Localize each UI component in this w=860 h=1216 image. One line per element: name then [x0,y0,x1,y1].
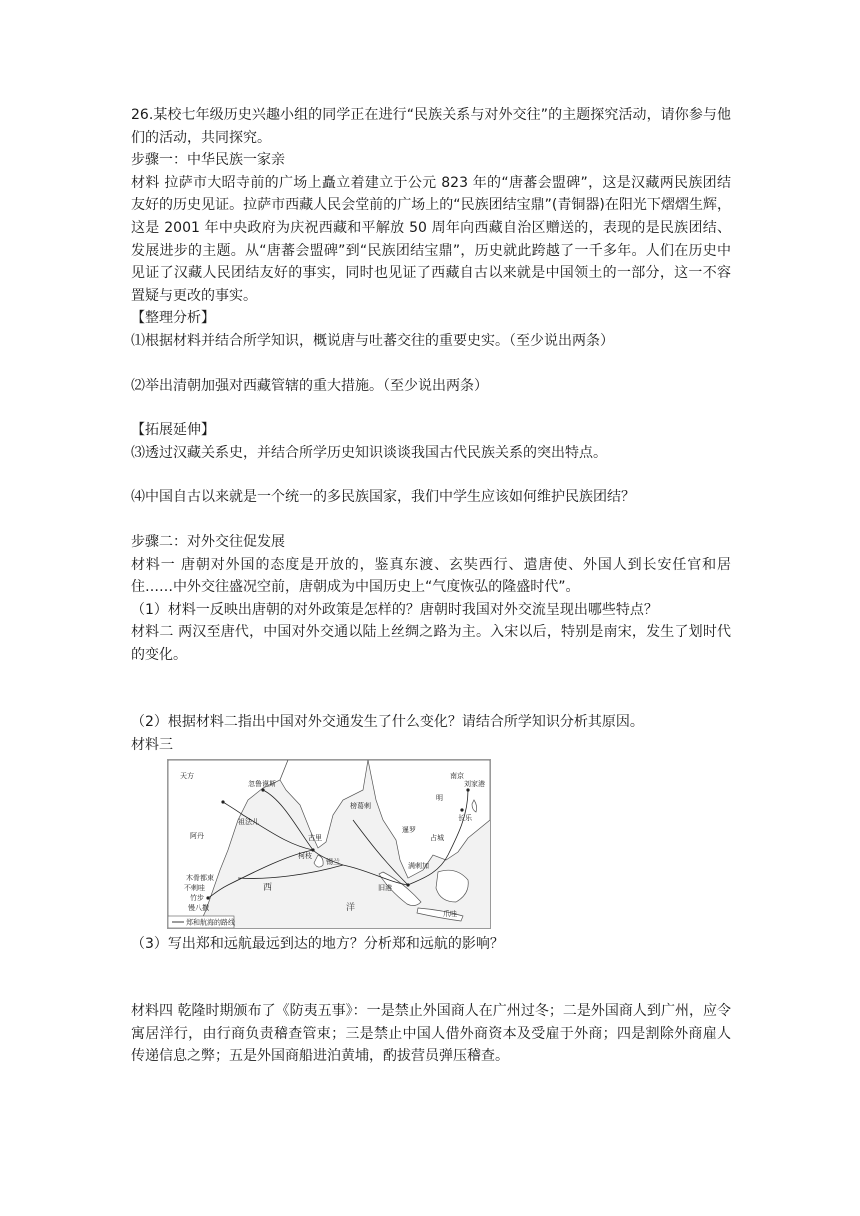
step1-question-3: ⑶透过汉藏关系史，并结合所学历史知识谈谈我国古代民族关系的突出特点。 [131,444,607,461]
label-bengal: 榜葛剌 [350,801,371,810]
step2-title: 步骤二：对外交往促发展 [131,533,285,550]
step1-question-1: ⑴根据材料并结合所学知识，概说唐与吐蕃交往的重要史实。（至少说出两条） [131,332,614,349]
question-intro: 26.某校七年级历史兴趣小组的同学正在进行“民族关系与对外交往”的主题探究活动，请你参与他们的活动，共同探究。 [131,107,731,146]
label-tianfang: 天方 [180,771,194,780]
map-graphic [168,760,490,928]
legend-label: 郑和航海的路线 [186,918,235,927]
label-sea-yang: 洋 [346,902,356,913]
step1-question-4: ⑷中国自古以来就是一个统一的多民族国家，我们中学生应该如何维护民族团结？ [131,489,635,506]
material-3-label: 材料三 [131,737,173,754]
label-aden: 阿丹 [190,831,204,840]
step2-material-4: 材料四 乾隆时期颁布了《防夷五事》：一是禁止外国商人在广州过冬；二是外国商人到广州，应令寓居洋行，由行商负责稽查管束；三是禁止中国人借外商资本及受雇于外商；四是割除外商雇人传递信息之弊；五是外国商船进泊黄埔，酌拔营员弹压稽查。 [131,1003,731,1065]
step1-question-2: ⑵举出清朝加强对西藏管辖的重大措施。（至少说出两条） [131,377,488,394]
step1-title: 步骤一：中华民族一家亲 [131,152,285,169]
label-brava: 不剌哇 [184,883,205,892]
label-juba: 竹步 [190,893,204,902]
label-ceylon: 锡兰 [326,857,340,866]
label-palembang: 旧港 [378,883,392,892]
section-extend-heading: 【拓展延伸】 [131,422,215,439]
label-cochin: 柯枝 [298,851,312,860]
label-mogadishu: 木骨都束 [186,873,214,882]
step2-question-1: （1）材料一反映出唐朝的对外政策是怎样的？唐朝时我国对外交流呈现出哪些特点？ [131,601,658,618]
step2-question-3: （3）写出郑和远航最远到达的地方？分析郑和远航的影响？ [131,935,504,952]
ceylon-island [314,855,323,867]
label-siam: 暹罗 [402,825,416,834]
label-malacca: 满剌加 [408,861,429,870]
step2-material-2: 材料二 两汉至唐代，中国对外交通以陆上丝绸之路为主。入宋以后，特别是南宋，发生了划时代的变化。 [131,624,731,663]
label-calicut: 古里 [308,833,322,842]
section-analysis-heading: 【整理分析】 [131,310,215,327]
label-changle: 长乐 [458,813,472,822]
label-hormuz: 忽鲁谟斯 [248,779,276,788]
question-document [131,104,731,1068]
zheng-he-voyage-map [167,759,491,929]
label-champa: 占城 [430,833,444,842]
step2-question-2: （2）根据材料二指出中国对外交通发生了什么变化？请结合所学知识分析其原因。 [131,714,644,731]
label-liujia: 刘家港 [464,779,485,788]
label-malindi: 慢八撒 [188,903,209,912]
borneo-island [436,870,468,902]
label-sea-west: 西 [263,882,273,893]
label-zufar: 祖法儿 [238,817,259,826]
label-java: 爪哇 [443,909,457,918]
step1-material: 材料 拉萨市大昭寺前的广场上矗立着建立于公元 823 年的“唐蕃会盟碑”，这是汉藏两民族团结友好的历史见证。拉萨市西藏人民会堂前的广场上的“民族团结宝鼎”(青铜器)在阳光下熠熠生辉，这是 2001 年中央政府为庆祝西藏和平解放 50 周年向西藏自治区赠送的，表现的是民族团结、发展进步的主题。从“唐蕃会盟碑”到“民族团结宝鼎”，历史就此跨越了一千多年。人们在历史中见证了汉藏人民团结友好的事实，同时也见证了西藏自古以来就是中国领土的一部分，这一不容置疑与更改的事实。 [131,174,731,304]
label-nanjing: 南京 [450,771,464,780]
step2-material-1: 材料一 唐朝对外国的态度是开放的，鉴真东渡、玄奘西行、遣唐使、外国人到长安任官和居住……中外交往盛况空前，唐朝成为中国历史上“气度恢弘的隆盛时代”。 [131,556,731,596]
label-ming: 明 [436,793,443,802]
